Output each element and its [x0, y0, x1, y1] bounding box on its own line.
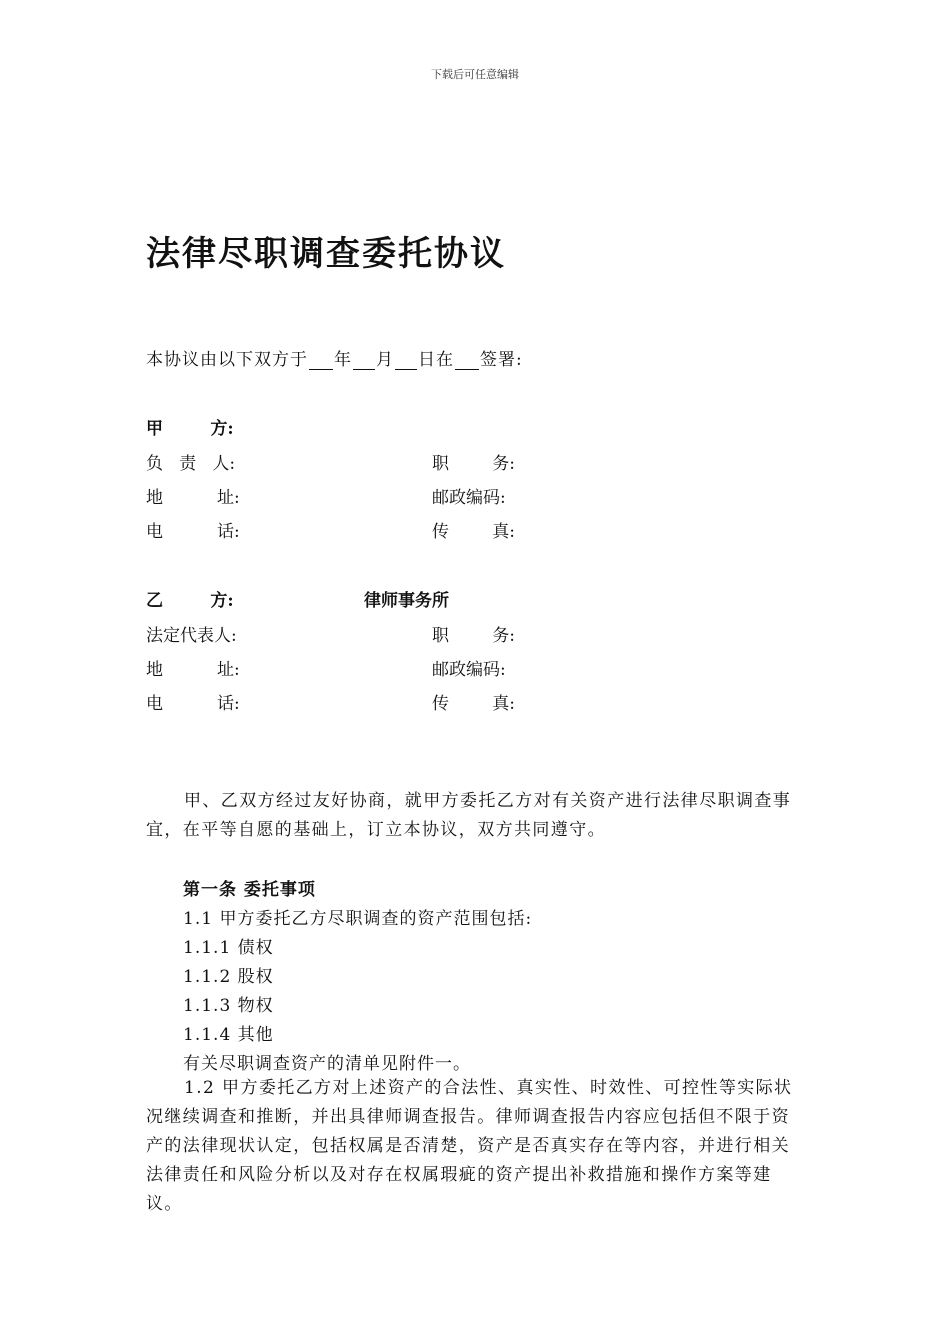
preamble-paragraph: 甲、乙双方经过友好协商，就甲方委托乙方对有关资产进行法律尽职调查事宜，在平等自愿的基础上，订立本协议，双方共同遵守。 — [146, 791, 792, 840]
intro-day: 日在 — [418, 350, 454, 370]
field-label: 传 真: — [432, 694, 515, 714]
document-title: 法律尽职调查委托协议 — [146, 234, 506, 274]
field-label: 电 话: — [146, 522, 240, 542]
blank-field — [353, 352, 375, 370]
party-a-label: 甲 方: — [146, 419, 234, 439]
field-label: 地 址: — [146, 660, 240, 680]
intro-month: 月 — [376, 350, 394, 370]
party-b-label: 乙 方: — [146, 591, 234, 611]
blank-field — [455, 352, 479, 370]
field-label: 负 责 人: — [146, 454, 236, 474]
field-label: 电 话: — [146, 694, 240, 714]
field-label: 邮政编码: — [432, 660, 506, 680]
field-label: 职 务: — [432, 626, 515, 646]
article-heading: 第一条 委托事项 — [183, 880, 316, 900]
field-label: 地 址: — [146, 488, 240, 508]
blank-field — [309, 352, 333, 370]
sub-item: 1.1.4 其他 — [183, 1025, 274, 1045]
field-label: 职 务: — [432, 454, 515, 474]
field-label: 法定代表人: — [146, 626, 237, 646]
intro-year: 年 — [334, 350, 352, 370]
list-note: 有关尽职调查资产的清单见附件一。 — [183, 1054, 471, 1074]
field-label: 传 真: — [432, 522, 515, 542]
intro-text: 签署: — [480, 350, 523, 370]
intro-line — [146, 345, 523, 370]
clause-1-2: 1.2 甲方委托乙方对上述资产的合法性、真实性、时效性、可控性等实际状况继续调查和推断，并出具律师调查报告。律师调查报告内容应包括但不限于资产的法律现状认定，包括权属是否清楚，资产是否真实存在等内容，并进行相关法律责任和风险分析以及对存在权属瑕疵的资产提出补救措施和操作方案等建议。 — [146, 1078, 793, 1214]
law-firm-name: 律师事务所 — [364, 591, 449, 611]
field-label: 邮政编码: — [432, 488, 506, 508]
blank-field — [395, 352, 417, 370]
header-note: 下载后可任意编辑 — [431, 68, 519, 81]
intro-text: 本协议由以下双方于 — [146, 350, 308, 370]
sub-item: 1.1.3 物权 — [183, 996, 274, 1016]
clause-1-1: 1.1 甲方委托乙方尽职调查的资产范围包括: — [183, 909, 533, 929]
sub-item: 1.1.1 债权 — [183, 938, 274, 958]
sub-item: 1.1.2 股权 — [183, 967, 274, 987]
